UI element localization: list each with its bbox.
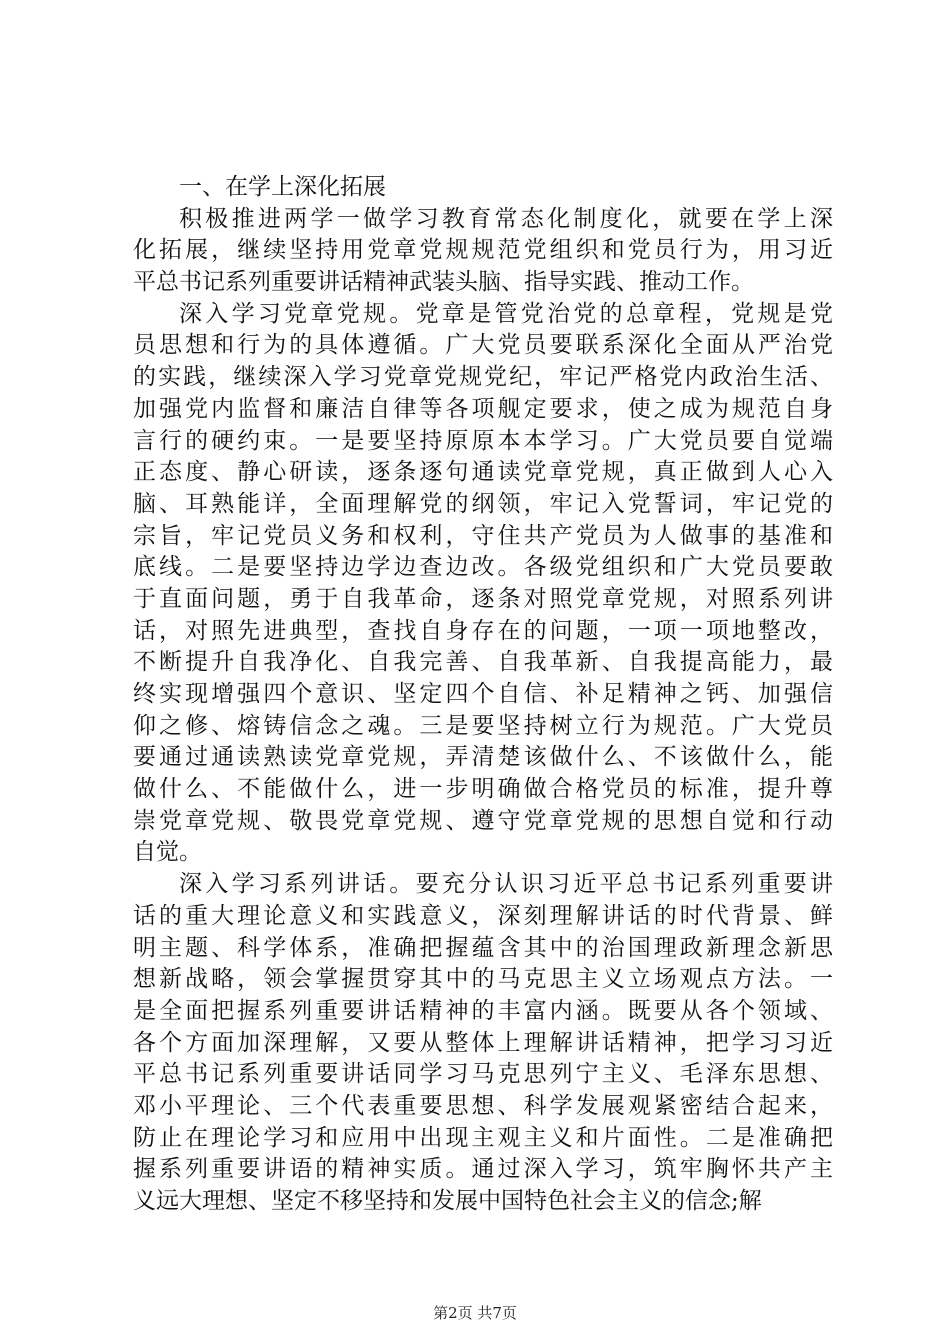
body-paragraph	[133, 204, 833, 299]
paragraph-line: 终实现增强四个意识、坚定四个自信、补足精神之钙、加强信	[133, 681, 833, 708]
paragraph-line: 明主题、科学体系，准确把握蕴含其中的治国理政新理念新思	[133, 934, 833, 961]
paragraph-line: 正态度、静心研读，逐条逐句通读党章党规，真正做到人心入	[133, 459, 833, 486]
paragraph-line: 平总书记系列重要讲话精神武装头脑、指导实践、推动工作。	[133, 269, 754, 296]
paragraph-line: 脑、耳熟能详，全面理解党的纲领，牢记入党誓词，牢记党的	[133, 490, 833, 517]
section-heading: 一、在学上深化拓展	[179, 174, 386, 200]
paragraph-line: 深入学习党章党规。党章是管党治党的总章程，党规是党	[179, 300, 833, 327]
paragraph-line: 言行的硬约束。一是要坚持原原本本学习。广大党员要自觉端	[133, 427, 833, 454]
paragraph-line: 握系列重要讲语的精神实质。通过深入学习，筑牢胸怀共产主	[133, 1156, 833, 1183]
paragraph-line: 的实践，继续深入学习党章党规党纪，牢记严格党内政治生活、	[133, 364, 833, 391]
paragraph-line: 各个方面加深理解，又要从整体上理解讲话精神，把学习习近	[133, 1029, 833, 1056]
paragraph-line: 员思想和行为的具体遵循。广大党员要联系深化全面从严治党	[133, 332, 833, 359]
paragraph-line: 话，对照先进典型，查找自身存在的问题，一项一项地整改，	[133, 617, 833, 644]
paragraph-line: 于直面问题，勇于自我革命，逐条对照党章党规，对照系列讲	[133, 585, 833, 612]
paragraph-line: 要通过通读熟读党章党规，弄清楚该做什么、不该做什么，能	[133, 744, 833, 771]
paragraph-line: 防止在理论学习和应用中出现主观主义和片面性。二是准确把	[133, 1124, 833, 1151]
paragraph-line: 深入学习系列讲话。要充分认识习近平总书记系列重要讲	[179, 871, 833, 898]
paragraph-line: 话的重大理论意义和实践意义，深刻理解讲话的时代背景、鲜	[133, 902, 833, 929]
paragraph-line: 仰之修、熔铸信念之魂。三是要坚持树立行为规范。广大党员	[133, 712, 833, 739]
body-paragraph	[133, 299, 833, 869]
paragraph-line: 加强党内监督和廉洁自律等各项舰定要求，使之成为规范自身	[133, 395, 833, 422]
paragraph-line: 底线。二是要坚持边学边查边改。各级党组织和广大党员要敢	[133, 554, 833, 581]
paragraphs-container	[133, 204, 833, 1218]
paragraph-line: 是全面把握系列重要讲话精神的丰富内涵。既要从各个领域、	[133, 997, 833, 1024]
document-body	[133, 172, 833, 1218]
paragraph-line: 邓小平理论、三个代表重要思想、科学发展观紧密结合起来，	[133, 1092, 833, 1119]
page-number-footer: 第2页 共7页	[433, 1304, 517, 1322]
body-paragraph	[133, 869, 833, 1218]
paragraph-line: 想新战略，领会掌握贯穿其中的马克思主义立场观点方法。一	[133, 966, 833, 993]
paragraph-line: 化拓展，继续坚持用党章党规规范党组织和党员行为，用习近	[133, 237, 833, 264]
paragraph-line: 不断提升自我净化、自我完善、自我革新、自我提高能力，最	[133, 649, 833, 676]
paragraph-line: 做什么、不能做什么，进一步明确做合格党员的标准，提升尊	[133, 776, 833, 803]
paragraph-line: 积极推进两学一做学习教育常态化制度化，就要在学上深	[179, 205, 833, 232]
paragraph-line: 平总书记系列重要讲话同学习马克思列宁主义、毛泽东思想、	[133, 1061, 833, 1088]
paragraph-line: 自觉。	[133, 839, 202, 866]
paragraph-line: 崇党章党规、敬畏党章党规、遵守党章党规的思想自觉和行动	[133, 807, 833, 834]
paragraph-line: 义远大理想、坚定不移坚持和发展中国特色社会主义的信念;解	[133, 1188, 762, 1215]
paragraph-line: 宗旨，牢记党员义务和权利，守住共产党员为人做事的基准和	[133, 522, 833, 549]
